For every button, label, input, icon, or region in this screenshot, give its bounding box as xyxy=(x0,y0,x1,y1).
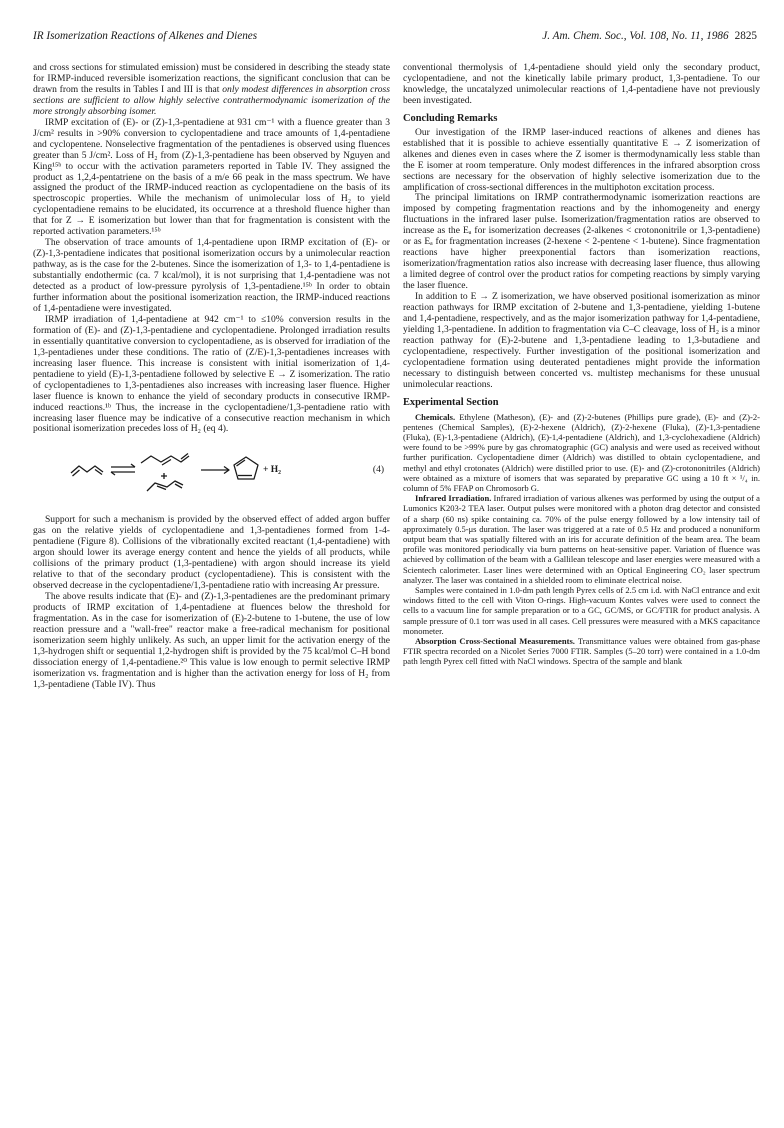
equation-number: (4) xyxy=(372,465,384,476)
journal-name: J. Am. Chem. Soc., Vol. 108, No. 11, 1986 xyxy=(542,30,729,42)
paragraph: The principal limitations on IRMP contrathermodynamic isomerization reactions are imposed by competing fragmentation reactions and by the inhomogeneity and energy fluctuations in the infrared laser pulse. Isomerization/fragmentation ratios are observed to increase as the Eₐ for isomerization decreases (2-alkenes < crotononitrile or 1,3-pentadiene) or as Eₐ for fragmentation increases (2-hexene < 2-pentene < 1-butene). Since fragmentation reactions have higher preexponential factors than isomerization reactions, isomerization/fragmentation ratios also increase with decreasing laser fluence, thus allowing a limited degree of control over the product ratios for competing reactions by simply varying the laser fluence. xyxy=(403,192,760,292)
run-in-heading-chemicals: Chemicals. xyxy=(415,411,456,422)
paragraph-text: Ethylene (Matheson), (E)- and (Z)-2-butenes (Phillips pure grade), (E)- and (Z)-2-pentenes (Chemical Samples), (E)-2-hexene (Aldrich), (Z)-2-hexene (Fluka), (Z)-1,3-pentadiene (Fluka), (E)-1,3-pentadiene (Aldrich), (E)-1,4-pentadiene (Aldrich), and 1,3-cyclohexadiene (Aldrich) were found to be >99% pure by gas chromatographic (GC) analysis and were used as received without further purification. Cyclopentadiene dimer (Aldrich) was distilled to obtain cyclopentadiene, and methyl and ethyl crotonates (Aldrich) were distilled prior to use. (E)- and (Z)-crotononitriles (Aldrich) were obtained as a mixture of isomers that was separated by preparative GC using a 10 ft × ¹/₄ in. column of 5% FFAP on Chromosorb G. xyxy=(403,411,760,494)
paragraph: In addition to E → Z isomerization, we have observed positional isomerization as minor reaction pathways for IRMP excitation of 2-butene and 1,3-pentadiene, yielding 1-butene and 1,4-pentadiene, respectively, and as the major isomerization pathway for 1,4-pentadiene, yielding 1,3-pentadiene. In addition to fragmentation via C–C cleavage, loss of H₂ is a minor reaction pathway for (E)-2-butene and 1,3-pentadiene leading to 1,3-butadiene and cyclopentadiene, respectively. Further investigation of the positional isomerization and cyclopentadiene formation using deuterated pentadienes might provide the information necessary to distinguish between concerted vs. multistep mechanisms for these unusual unimolecular reactions. xyxy=(403,291,760,390)
plus-sign xyxy=(161,473,167,479)
paragraph xyxy=(33,63,390,118)
paragraph: IRMP excitation of (E)- or (Z)-1,3-pentadiene at 931 cm⁻¹ with a fluence greater than 3 J/cm² results in >90% conversion to cyclopentadiene and trace amounts of 1,4-pentadiene and cyclopentene. Nonselective fragmentation of the pentadienes is observed using fluences greater than 5 J/cm². Loss of H₂ from (Z)-1,3-pentadiene has been observed by Nguyen and King¹⁵ᵇ to occur with the activation parameters reported in Table IV. They assigned the product as 1,2,4-pentatriene on the basis of a m/e 66 peak in the mass spectrum. We have assigned the product of the IRMP-induced reaction as cyclopentadiene on the basis of its spectroscopic properties. While the mechanism of unimolecular loss of H₂ to yield cyclopentadiene remains to be elucidated, its occurrence at a threshold fluence higher than that for Z → E isomerization but lower than that for fragmentation is consistent with the reported activation parameters.¹⁵ᵇ xyxy=(33,116,390,238)
run-in-heading-absorption: Absorption Cross-Sectional Measurements. xyxy=(415,636,575,647)
paragraph: Samples were contained in 1.0-dm path length Pyrex cells of 2.5 cm i.d. with NaCl entrance and exit windows fitted to the cell with Viton O-rings. High-vacuum Kontes valves were used to connect the cells to a vacuum line for sample preparation or to a GC, GC/MS, or GC/FTIR for product analysis. A sample pressure of 0.1 torr was used in all cases. Cell pressures were measured with a MKS capacitance monometer. xyxy=(403,585,760,636)
paragraph xyxy=(403,412,760,494)
paragraph: The observation of trace amounts of 1,4-pentadiene upon IRMP excitation of (E)- or (Z)-1,3-pentadiene indicates that positional isomerization occurs by a unimolecular reaction pathway, as is the case for the 2-butenes. Since the isomerization of 1,3- to 1,4-pentadiene is substantially endothermic (ca. 7 kcal/mol), it is not surprising that 1,4-pentadiene was not detected as a product of low-pressure pyrolysis of 1,3-pentadiene.¹⁵ᵇ In order to obtain further information about the positional isomerization reaction, the IRMP-induced reactions of 1,4-pentadiene were investigated. xyxy=(33,237,390,314)
journal-citation xyxy=(542,30,757,42)
reaction-scheme-drawing xyxy=(33,439,390,509)
paragraph: IRMP irradiation of 1,4-pentadiene at 942 cm⁻¹ to ≤10% conversion results in the formation of (E)- and (Z)-1,3-pentadiene and cyclopentadiene. Prolonged irradiation results in essentially quantitative conversion to cyclopentadiene, as is observed for irradiation of the 1,3-pentadienes under these conditions. The ratio of (Z/E)-1,3-pentadienes increases with increasing laser fluence. This increase is consistent with initial isomerization of 1,4-pentadiene to yield (E)-1,3-pentadiene followed by selective E → Z isomerization. The ratio of cyclopentadienes to 1,3-pentadienes also increases with increasing laser fluence. Higher laser fluence is known to enhance the yield of secondary products in consecutive IRMP-induced reactions.¹ᵇ Thus, the increase in the cyclopentadiene/1,3-pentadiene ratio with increasing laser fluence may be indicative of a consecutive reaction mechanism in which positional isomerization precedes loss of H₂ (eq 4). xyxy=(33,313,390,435)
run-in-heading-infrared: Infrared Irradiation. xyxy=(415,493,492,504)
paragraph-text: Transmittance values were obtained from gas-phase FTIR spectra recorded on a Nicolet Series 7000 FTIR. Samples (5–20 torr) were contained in a 1.0-dm path length Pyrex cell fitted with NaCl windows. Spectra of the sample and blank xyxy=(403,636,760,667)
page-number: 2825 xyxy=(734,30,757,42)
emphasis-text: only modest differences in absorption cross sections are sufficient to allow highly selective contrathermodynamic isomerization of the more strongly absorbing isomer. xyxy=(33,83,390,117)
paragraph-text: Infrared irradiation of various alkenes was performed by using the output of a Lumonics K203-2 TEA laser. Output pulses were monitored with a photon drag detector and consisted of a sharp (60 ns) spike containing ca. 70% of the pulse energy followed by a low intensity tail of approximately 0.5-μs duration. The laser was triggered at a rate of 0.5 Hz and produced a nonuniform output beam that was spatially filtered with an iris for accurate definition of the beam area. The beam profile was monitored periodically via burn patterns on heat-sensitive paper. Variation of fluence was achieved by collimation of the beam with a Gallilean telescope and laser energies were measured with a Scientech calorimeter. Laser lines were determined with an Optical Engineering CO₂ laser spectrum analyzer. The laser was contained in a shielded room to eliminate electrical noise. xyxy=(403,493,760,585)
paragraph xyxy=(403,636,760,667)
reaction-scheme xyxy=(33,439,390,509)
paragraph: The above results indicate that (E)- and (Z)-1,3-pentadienes are the predominant primary products of IRMP excitation of 1,4-pentadiene at fluences below the threshold for fragmentation. As in the case for isomerization of (E)-2-butene to 1-butene, the use of low reaction pressure and a "wall-free" reactor make a free-radical mechanism for positional isomerization seem highly unlikely. As such, an upper limit for the activation energy of the 1,3-hydrogen shift or sequential 1,2-hydrogen shift is provided by the 75 kcal/mol C–H bond dissociation energy of 1,4-pentadiene.²⁰ This value is low enough to permit selective IRMP isomerization vs. fragmentation and is higher than the activation energy for loss of H₂ from 1,3-pentadiene (Table IV). Thus xyxy=(33,591,390,690)
running-title: IR Isomerization Reactions of Alkenes and Dienes xyxy=(33,30,258,42)
left-column xyxy=(33,63,390,691)
right-column xyxy=(403,63,760,667)
pentadiene-13-e-structure xyxy=(141,456,189,463)
paragraph-text: and cross sections for stimulated emission) must be considered in describing the steady state for IRMP-induced reversible isomerization reactions, the significant conclusion that can be drawn from the results in Tables I and III is that xyxy=(33,62,390,95)
paragraph: conventional thermolysis of 1,4-pentadiene should yield only the secondary product, cyclopentadiene, and not the kinetically labile primary product, 1,3-pentadiene. To our knowledge, the uncatalyzed unimolecular reactions of 1,4-pentadiene have not previously been investigated. xyxy=(403,62,760,106)
section-heading-experimental: Experimental Section xyxy=(403,396,499,408)
paragraph xyxy=(403,493,760,585)
paragraph: Support for such a mechanism is provided by the observed effect of added argon buffer gas on the relative yields of cyclopentadiene and 1,3-pentadienes formed from 1-4-pentadiene (Figure 8). Collisions of the vibrationally excited reactant (1,4-pentadiene) with argon should lower its average energy content and hence the yields of all products, while collisions of the primary product (1,3-pentadiene) with argon should increase its yield relative to that of the secondary product (cyclopentadiene). This is consistent with the observed decrease in the cyclopentadiene/1,3-pentadiene ratio with increasing Ar pressure. xyxy=(33,514,390,592)
hydrogen-product-label: + H₂ xyxy=(263,465,282,476)
running-header xyxy=(33,30,757,46)
section-heading-concluding-remarks: Concluding Remarks xyxy=(403,112,498,124)
paragraph: Our investigation of the IRMP laser-induced reactions of alkenes and dienes has established that it is possible to achieve essentially quantitative E → Z isomerization of alkenes and dienes even in cases where the Z isomer is thermodynamically less stable than the E isomer at room temperature. Only modest differences in the infrared absorption cross sections are necessary for the observation of highly selective isomerization due to the amplification of cross-sectional differences in the multiphoton excitation process. xyxy=(403,126,760,193)
